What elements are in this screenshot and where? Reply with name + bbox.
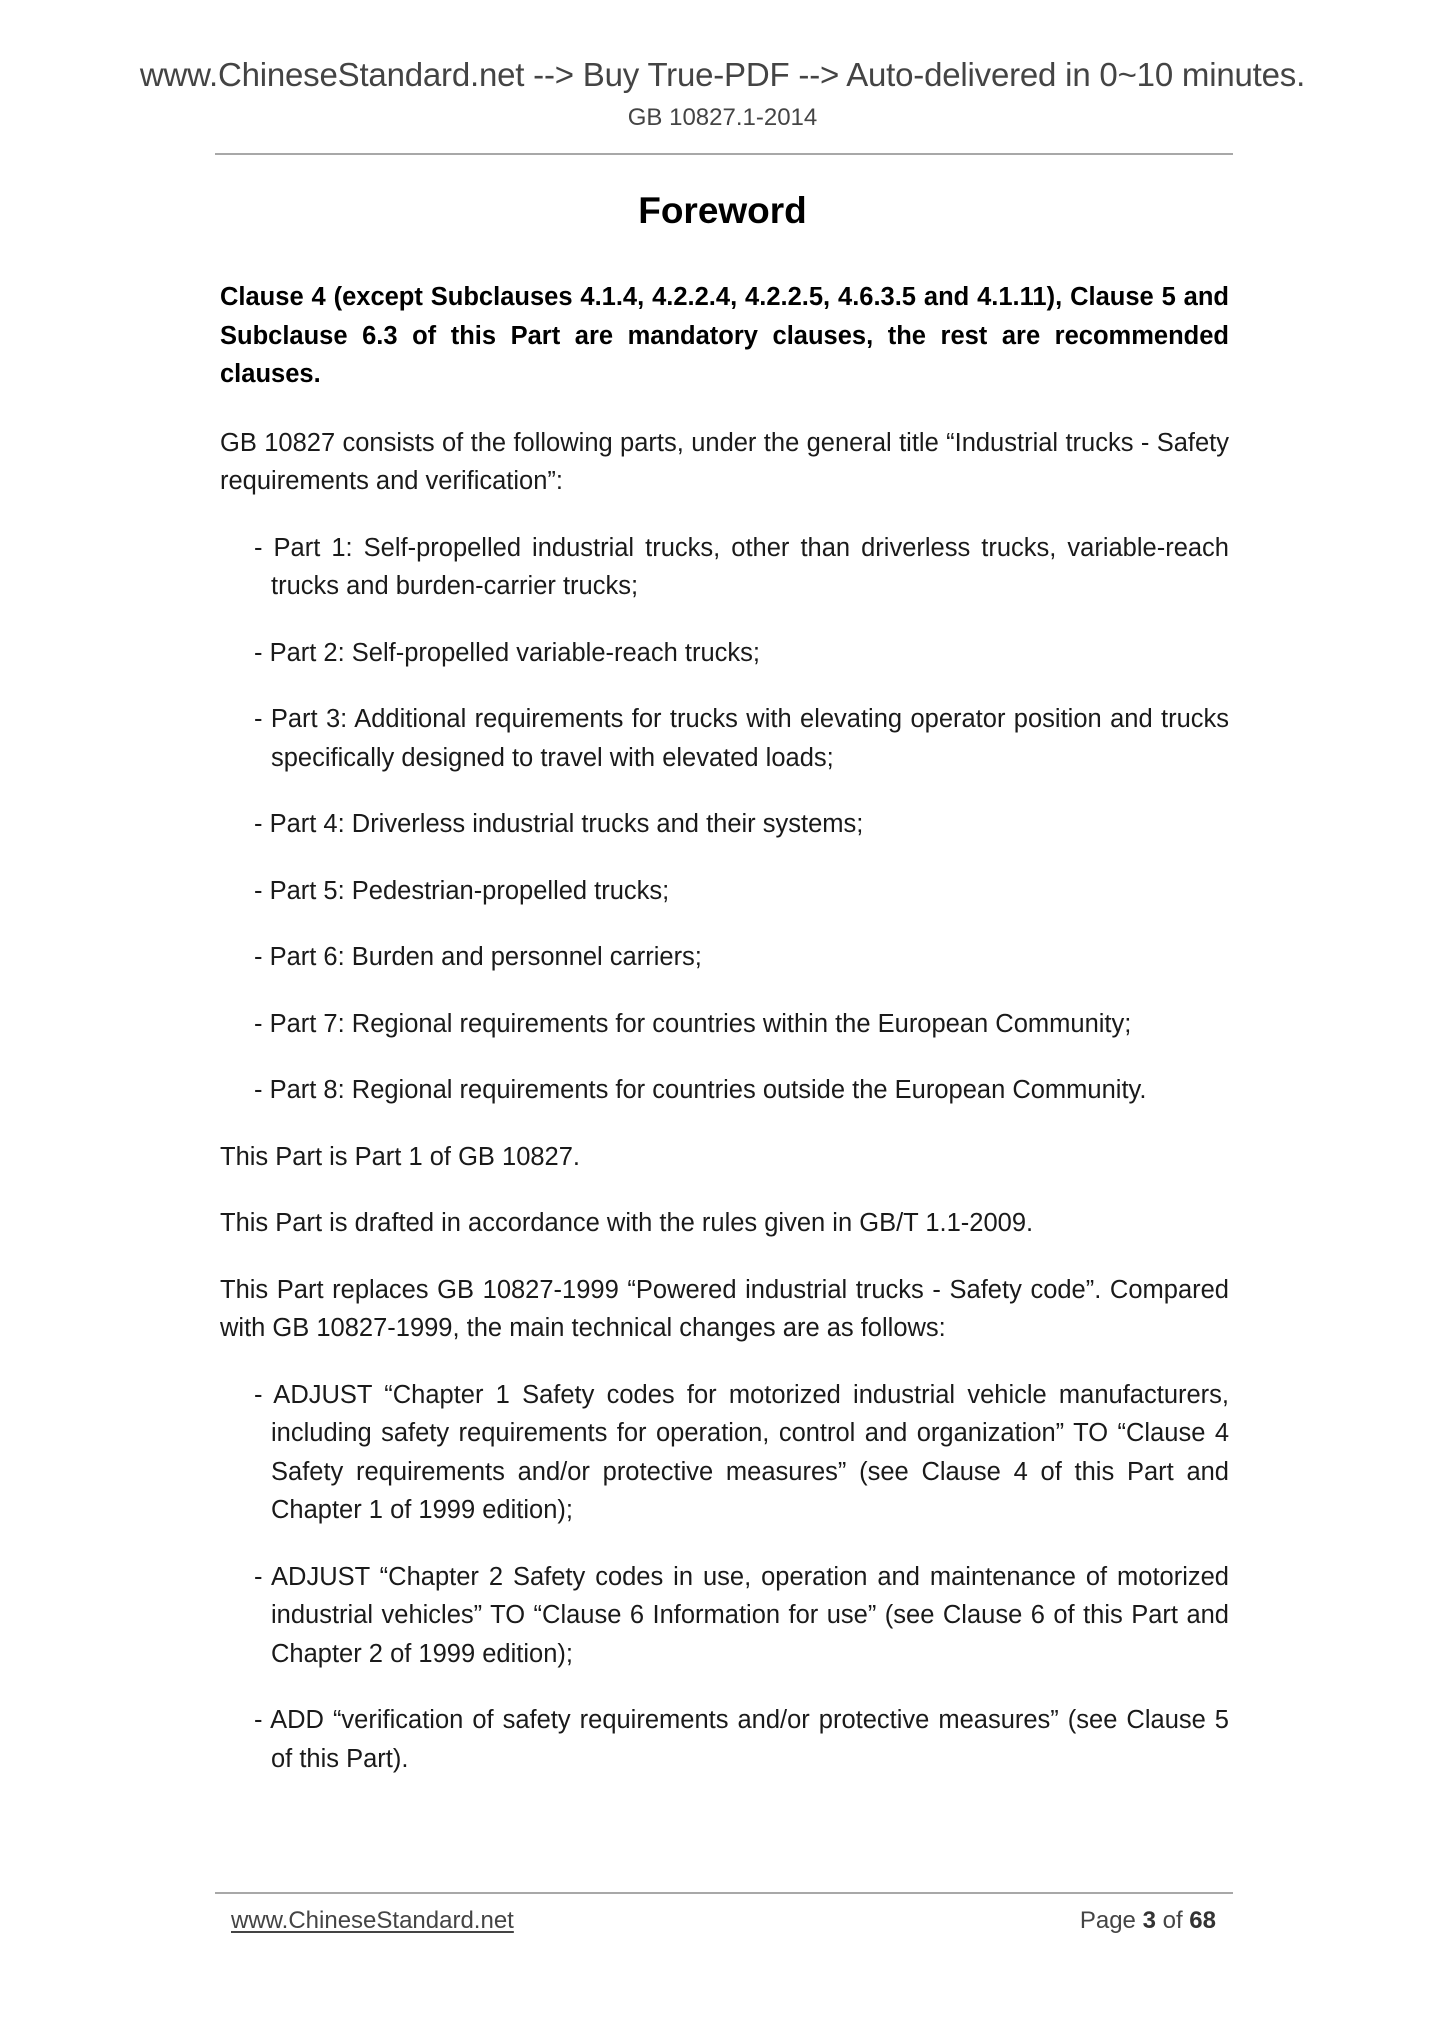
page-label: Page <box>1079 1907 1136 1934</box>
parts-list <box>220 529 1229 1110</box>
page-title: Foreword <box>638 190 807 231</box>
changes-list <box>220 1376 1229 1779</box>
header-divider <box>215 153 1233 155</box>
list-item-part-7: - Part 7: Regional requirements for countries within the European Community; <box>254 1009 1132 1038</box>
footer-website-link[interactable]: www.ChineseStandard.net <box>231 1907 514 1934</box>
standard-id: GB 10827.1-2014 <box>627 104 818 131</box>
list-item-part-4: - Part 4: Driverless industrial trucks and their systems; <box>254 810 864 838</box>
list-item-part-3: - Part 3: Additional requirements for trucks with elevating operator position and trucks specifically designed to travel with elevated loads; <box>254 705 1229 772</box>
page-indicator <box>1080 1907 1216 1935</box>
parts-intro: GB 10827 consists of the following parts, under the general title “Industrial trucks - Safety requirements and verification”: <box>220 428 1229 495</box>
footer-divider <box>215 1892 1233 1894</box>
mandatory-statement: Clause 4 (except Subclauses 4.1.4, 4.2.2.4, 4.2.2.5, 4.6.3.5 and 4.1.11), Clause 5 and Subclause 6.3 of this Part are mandatory clauses, the rest are recommended clauses. <box>220 283 1229 388</box>
list-item-part-1: - Part 1: Self-propelled industrial trucks, other than driverless trucks, variable-reach trucks and burden-carrier trucks; <box>254 533 1229 600</box>
page-current: 3 <box>1142 1907 1156 1934</box>
list-item-part-6: - Part 6: Burden and personnel carriers; <box>254 943 702 971</box>
list-item-part-8: - Part 8: Regional requirements for countries outside the European Community. <box>254 1076 1147 1104</box>
replaces-statement: This Part replaces GB 10827-1999 “Powered industrial trucks - Safety code”. Compared with GB 10827-1999, the main technical changes are as follows: <box>220 1275 1229 1342</box>
list-item-change-1: - ADJUST “Chapter 1 Safety codes for motorized industrial vehicle manufacturers, including safety requirements for operation, control and organization” TO “Clause 4 Safety requirements and/or protective measures” (see Clause 4 of this Part and Chapter 1 of 1999 edition); <box>254 1380 1229 1524</box>
header-banner: www.ChineseStandard.net --> Buy True-PDF --> Auto-delivered in 0~10 minutes. <box>139 56 1306 93</box>
document-body <box>220 278 1229 1806</box>
list-item-change-2: - ADJUST “Chapter 2 Safety codes in use, operation and maintenance of motorized industrial vehicles” TO “Clause 6 Information for use” (see Clause 6 of this Part and Chapter 2 of 1999 edition); <box>254 1562 1229 1668</box>
part-of-statement: This Part is Part 1 of GB 10827. <box>220 1142 581 1171</box>
list-item-part-5: - Part 5: Pedestrian-propelled trucks; <box>254 876 670 905</box>
list-item-change-3: - ADD “verification of safety requirements and/or protective measures” (see Clause 5 of this Part). <box>254 1706 1229 1773</box>
page-total: 68 <box>1189 1907 1216 1934</box>
drafting-rules-statement: This Part is drafted in accordance with the rules given in GB/T 1.1-2009. <box>220 1209 1034 1237</box>
list-item-part-2: - Part 2: Self-propelled variable-reach trucks; <box>254 638 760 667</box>
page-of-label: of <box>1162 1907 1183 1934</box>
